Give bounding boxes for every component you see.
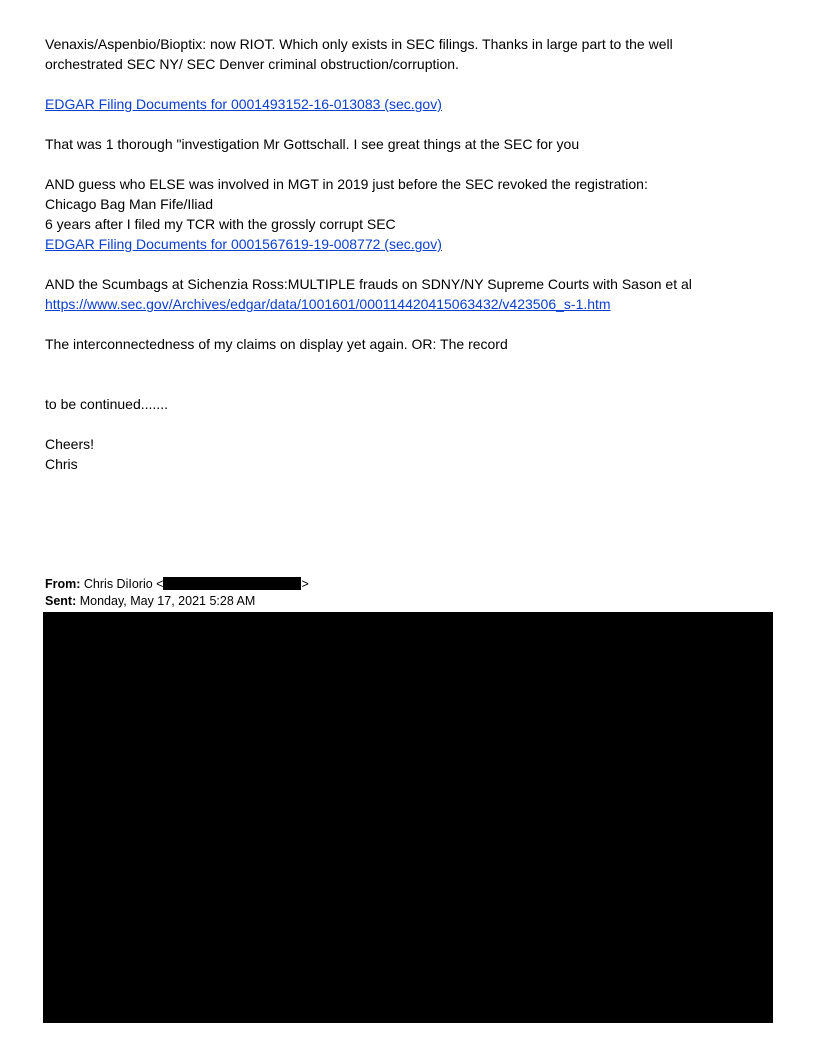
signoff: Cheers! [45, 436, 95, 452]
edgar-link-2-line [45, 234, 775, 254]
body-text-line: to be continued....... [45, 396, 168, 412]
edgar-link-1-line [45, 94, 775, 114]
sec-archive-link-line [45, 294, 775, 314]
sent-label: Sent: [45, 594, 77, 608]
body-text-line: The interconnectedness of my claims on display yet again. OR: The record [45, 336, 508, 352]
body-text-line: AND guess who ELSE was involved in MGT in 2019 just before the SEC revoked the registration: [45, 176, 648, 192]
forwarded-header [45, 576, 309, 610]
spacer [45, 114, 775, 134]
body-text-line: That was 1 thorough "investigation Mr Gottschall. I see great things at the SEC for you [45, 136, 580, 152]
from-line [45, 576, 309, 593]
body-text-line: orchestrated SEC NY/ SEC Denver criminal obstruction/corruption. [45, 56, 459, 72]
sec-archive-link[interactable]: https://www.sec.gov/Archives/edgar/data/1001601/000114420415063432/v423506_s-1.htm [45, 296, 611, 312]
spacer [45, 354, 775, 394]
redacted-email [163, 577, 301, 590]
spacer [45, 414, 775, 434]
spacer [45, 254, 775, 274]
body-text-line: Venaxis/Aspenbio/Bioptix: now RIOT. Which only exists in SEC filings. Thanks in large part to the well [45, 36, 673, 52]
spacer [45, 154, 775, 174]
email-body [45, 34, 775, 474]
from-name: Chris DiIorio < [83, 577, 164, 591]
edgar-link-2[interactable]: EDGAR Filing Documents for 0001567619-19-008772 (sec.gov) [45, 236, 442, 252]
body-text-line: 6 years after I filed my TCR with the grossly corrupt SEC [45, 216, 396, 232]
signature: Chris [45, 456, 78, 472]
spacer [45, 314, 775, 334]
body-text-line: AND the Scumbags at Sichenzia Ross:MULTIPLE frauds on SDNY/NY Supreme Courts with Sason et al [45, 276, 692, 292]
edgar-link-1[interactable]: EDGAR Filing Documents for 0001493152-16-013083 (sec.gov) [45, 96, 442, 112]
redacted-content-block [43, 612, 773, 1023]
from-label: From: [45, 577, 81, 591]
from-close: > [301, 577, 309, 591]
sent-value: Monday, May 17, 2021 5:28 AM [79, 594, 256, 608]
body-text-line: Chicago Bag Man Fife/Iliad [45, 196, 214, 212]
spacer [45, 74, 775, 94]
sent-line [45, 593, 309, 610]
